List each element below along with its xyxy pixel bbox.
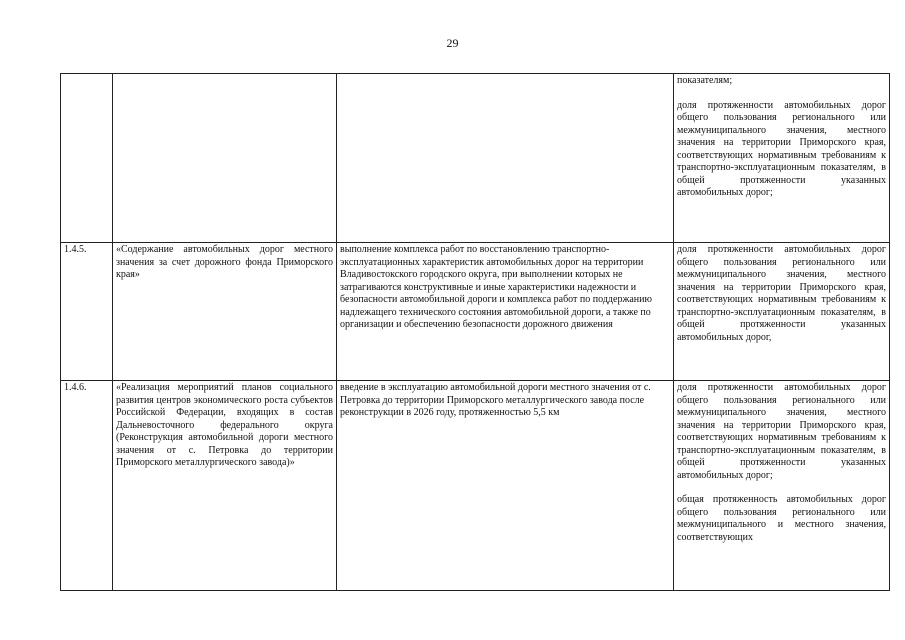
measure-name: «Содержание автомобильных дорог местного значения за счет дорожного фонда Приморского края» [113, 243, 337, 381]
indicators-cell [674, 74, 890, 243]
indicator-text: доля протяженности автомобильных дорог общего пользования регионального или межмуниципального значения, местного значения на территории Приморского края, соответствующих нормативным требованиям к транспортно-эксплуатационным показателям, в общей протяженности указанных автомобильных дорог; [677, 382, 886, 481]
row-number: 1.4.5. [61, 243, 113, 381]
row-number [61, 74, 113, 243]
indicator-text: общая протяженность автомобильных дорог общего пользования регионального или межмуниципального и местного значения, соответствующих [677, 494, 886, 543]
measures-table [60, 73, 890, 591]
table-row [61, 243, 890, 381]
indicators-cell [674, 381, 890, 591]
indicators-cell [674, 243, 890, 381]
measure-name [113, 74, 337, 243]
indicator-text: показателям; [677, 75, 733, 86]
page-number: 29 [446, 36, 459, 50]
indicator-text: доля протяженности автомобильных дорог общего пользования регионального или межмуниципального значения, местного значения на территории Приморского края, соответствующих нормативным требованиям к транспортно-эксплуатационным показателям, в общей протяженности указанных автомобильных дорог; [677, 99, 886, 198]
measure-description [337, 74, 674, 243]
table-row [61, 74, 890, 243]
measure-description: выполнение комплекса работ по восстановлению транспортно-эксплуатационных характеристик автомобильных дорог на территории Владивостокского городского округа, при выполнении которых не затрагиваются конструктивные и иные характеристики надежности и безопасности автомобильной дороги и комплекса работ по поддержанию надлежащего технического состояния автомобильной дороги, а также по организации и обеспечению безопасности дорожного движения [337, 243, 674, 381]
measure-name: «Реализация мероприятий планов социального развития центров экономического роста субъектов Российской Федерации, входящих в состав Дальневосточного федерального округа (Реконструкция автомобильной дороги местного значения от с. Петровка до территории Приморского металлургического завода)» [113, 381, 337, 591]
indicator-text: доля протяженности автомобильных дорог общего пользования регионального или межмуниципального значения, местного значения на территории Приморского края, соответствующих нормативным требованиям к транспортно-эксплуатационным показателям, в общей протяженности указанных автомобильных дорог, [677, 244, 886, 343]
measure-description: введение в эксплуатацию автомобильной дороги местного значения от с. Петровка до территории Приморского металлургического завода после реконструкции в 2026 году, протяженностью 5,5 км [337, 381, 674, 591]
table-row [61, 381, 890, 591]
row-number: 1.4.6. [61, 381, 113, 591]
